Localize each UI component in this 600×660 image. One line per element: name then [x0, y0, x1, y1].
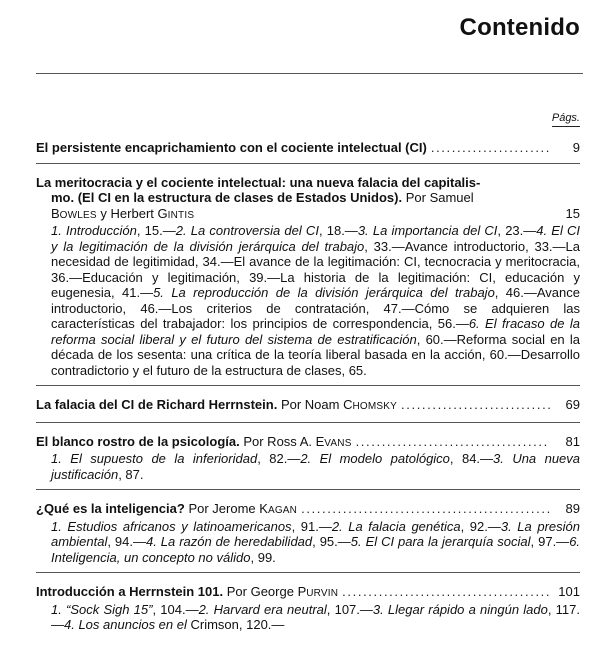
- page-number: 69: [565, 397, 580, 412]
- page-title: Contenido: [459, 14, 580, 41]
- page-number: 89: [565, 501, 580, 516]
- entry-title: La falacia del CI de Richard Herrnstein.: [36, 397, 278, 412]
- dot-leader: [401, 397, 550, 413]
- page-number: 81: [565, 433, 580, 449]
- entry-title-line: La meritocracia y el cociente intelectual: una nueva falacia del capitalis-: [36, 174, 481, 190]
- author-prefix: Por Noam: [280, 397, 340, 412]
- toc-entry: [36, 434, 580, 483]
- page-number: 9: [572, 140, 580, 155]
- toc-entry: [36, 140, 580, 156]
- entry-title: ¿Qué es la inteligencia?: [36, 501, 185, 516]
- author-prefix: Por George: [226, 584, 294, 599]
- entry-subsections: 1. “Sock Sigh 15”, 104.—2. Harvard era neutral, 107.—3. Llegar rápido a ningún lado, 117.—4. Los anuncios en el Crimson, 120.—: [51, 601, 580, 632]
- toc-entry: [36, 501, 580, 565]
- entry-title: El persistente encaprichamiento con el cociente intelectual (CI): [36, 140, 427, 155]
- page-number: 15: [565, 205, 580, 221]
- author-name: KAGAN: [259, 501, 298, 516]
- entry-subsections: 1. Introducción, 15.—2. La controversia del CI, 18.—3. La importancia del CI, 23.—4. El CI y la legitimación de la división jerárquica del trabajo, 33.—Avance introductorio, 33.—La necesidad de legitimidad, 34.—El avance de la legitimación: CI, tecnocracia y meritocracia, 36.—Educación y legitimación, 39.—La historia de la legitimación: CI, educación y eugenesia, 41.—5. La reproducción de la división jerárquica del trabajo, 46.—Avance introductorio, 46.—Los criterios de contratación, 47.—Cómo se adquieren las características del trabajador: los principios de correspondencia, 56.—6. El fracaso de la reforma social liberal y el futuro del sistema de estratificación, 60.—Reforma social en la década de los sesenta: una crítica de la teoría liberal basada en la acción, 60.—Desarrollo contradictorio y el futuro de la estructura de clases, 65.: [51, 223, 581, 378]
- title-rule: [36, 73, 583, 74]
- toc-entry: [36, 397, 580, 415]
- entry-subsections: 1. Estudios africanos y latinoamericanos, 91.—2. La falacia genética, 92.—3. La presión ambiental, 94.—4. La razón de heredabilidad, 95.—5. El CI para la jerarquía social, 97.—6. Inteligencia, un concepto no válido, 99.: [51, 518, 581, 565]
- dot-leader: [356, 434, 550, 450]
- toc-entry: [36, 175, 580, 379]
- author-prefix: Por Samuel: [405, 190, 474, 205]
- pages-column-label: Págs.: [552, 112, 580, 127]
- entry-title: El blanco rostro de la psicología.: [36, 433, 240, 449]
- divider: [36, 572, 580, 573]
- dot-leader: [431, 140, 550, 156]
- entry-subsections: 1. El supuesto de la inferioridad, 82.—2. El modelo patológico, 84.—3. Una nueva justificación, 87.: [51, 451, 581, 482]
- author-prefix: Por Jerome: [188, 501, 256, 516]
- author-names: BOWLES y Herbert GINTIS: [51, 205, 195, 221]
- page-number: 101: [558, 584, 580, 599]
- author-name: EVANS: [315, 433, 352, 449]
- entry-title-line: mo. (El CI en la estructura de clases de Estados Unidos).: [51, 190, 403, 205]
- author-name: PURVIN: [297, 584, 339, 599]
- dot-leader: [342, 584, 550, 600]
- entry-title: Introducción a Herrnstein 101.: [36, 584, 224, 599]
- divider: [36, 489, 580, 490]
- author-prefix: Por Ross A.: [243, 433, 312, 449]
- author-name: CHOMSKY: [343, 397, 398, 412]
- divider: [36, 163, 580, 164]
- divider: [36, 422, 580, 423]
- dot-leader: [301, 501, 550, 517]
- divider: [36, 385, 580, 386]
- toc-entry: [36, 584, 580, 633]
- table-of-contents: [36, 140, 580, 633]
